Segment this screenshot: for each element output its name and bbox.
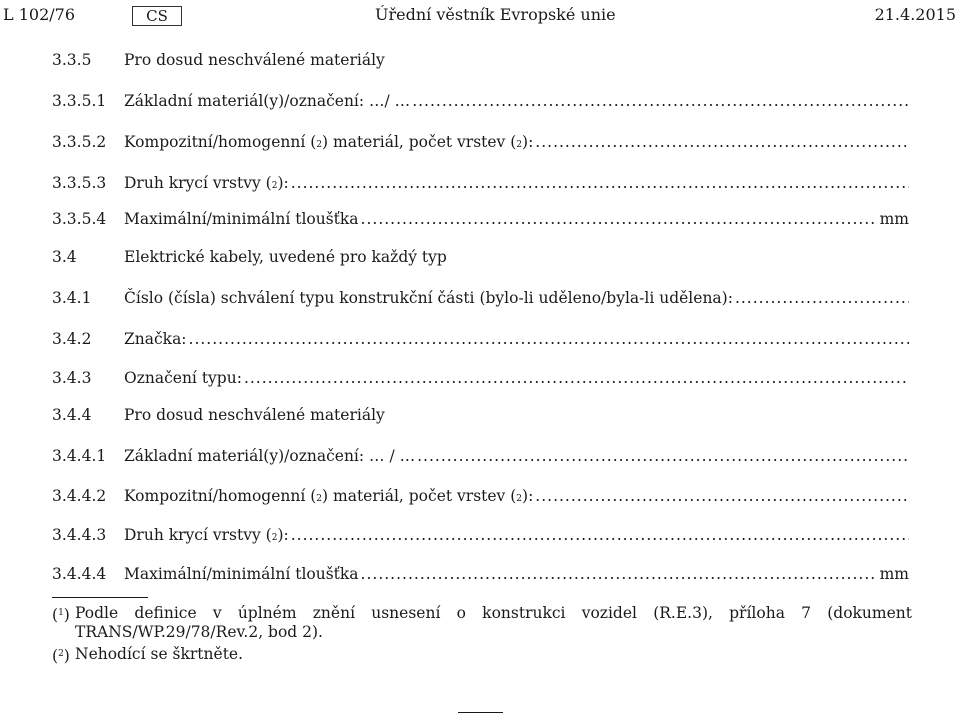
journal-title: Úřední věstník Evropské unie: [375, 5, 616, 24]
footnote-divider: [52, 597, 148, 598]
publication-date: 21.4.2015: [874, 5, 956, 24]
page-reference: L 102/76: [3, 5, 75, 24]
footnote-ref[interactable]: 2: [516, 140, 523, 150]
footnote: [52, 604, 912, 644]
item-row: [0, 131, 959, 153]
footnote-text: Nehodící se škrtněte.: [75, 645, 244, 663]
item-number: 3.4.4.4: [52, 565, 107, 583]
end-rule: [458, 712, 503, 713]
dot-leader: [189, 328, 909, 350]
footnote: [52, 645, 912, 665]
item-text: Značka: .....: [124, 328, 909, 350]
footnote-ref[interactable]: 2: [271, 181, 278, 191]
item-text: Základní materiál(y)/označení: …/ … .....: [124, 90, 909, 112]
dot-leader: [417, 445, 909, 467]
item-number: 3.3.5.1: [52, 92, 107, 110]
item-text: Maximální/minimální tloušťka ..... mm: [124, 208, 909, 230]
item-text: Základní materiál(y)/označení: … / … .....: [124, 445, 909, 467]
dot-leader: [244, 367, 909, 389]
item-row: [0, 90, 959, 112]
item-row: [0, 246, 959, 268]
unit-label: mm: [879, 565, 909, 583]
item-number: 3.4.4.2: [52, 487, 107, 505]
dot-leader: [535, 131, 909, 153]
item-number: 3.4.2: [52, 330, 92, 348]
item-text: Označení typu: .....: [124, 367, 909, 389]
item-row: [0, 49, 959, 71]
item-text: Pro dosud neschválené materiály: [124, 51, 385, 69]
item-number: 3.4.3: [52, 369, 92, 387]
item-text: Elektrické kabely, uvedené pro každý typ: [124, 248, 447, 266]
dot-leader: [291, 524, 909, 546]
item-row: [0, 563, 959, 585]
item-row: [0, 367, 959, 389]
item-text: Maximální/minimální tloušťka ..... mm: [124, 563, 909, 585]
dot-leader: [361, 208, 874, 230]
item-row: [0, 524, 959, 546]
footnote-ref[interactable]: 2: [316, 140, 323, 150]
item-row: [0, 485, 959, 507]
dot-leader: [535, 485, 909, 507]
page-header: [0, 5, 959, 27]
dot-leader: [412, 90, 909, 112]
item-number: 3.4.1: [52, 289, 92, 307]
item-text: Pro dosud neschválené materiály: [124, 406, 385, 424]
item-text: Číslo (čísla) schválení typu konstrukční části (bylo-li uděleno/byla-li udělena): .....: [124, 287, 909, 309]
item-number: 3.3.5.3: [52, 174, 107, 192]
dot-leader: [361, 563, 874, 585]
item-number: 3.4.4.1: [52, 447, 107, 465]
item-number: 3.4.4: [52, 406, 92, 424]
item-number: 3.4.4.3: [52, 526, 107, 544]
item-text: Druh krycí vrstvy ( 2 ): .....: [124, 524, 909, 549]
footnote-ref[interactable]: 2: [271, 533, 278, 543]
item-row: [0, 208, 959, 230]
footnote-text: Podle definice v úplném znění usnesení o konstrukci vozidel (R.E.3), příloha 7 (dokument TRANS/WP.29/78/Rev.2, bod 2).: [75, 604, 912, 641]
item-row: [0, 445, 959, 467]
item-text: Druh krycí vrstvy ( 2 ): .....: [124, 172, 909, 197]
item-number: 3.3.5.4: [52, 210, 107, 228]
footnote-ref[interactable]: 2: [516, 494, 523, 504]
item-number: 3.4: [52, 248, 77, 266]
item-row: [0, 287, 959, 309]
footnote-mark: ($^2$): [52, 647, 70, 665]
item-number: 3.3.5: [52, 51, 92, 69]
language-code-box: CS: [132, 6, 182, 26]
dot-leader: [735, 287, 909, 309]
item-row: [0, 404, 959, 426]
item-row: [0, 172, 959, 194]
footnote-mark: ($^1$): [52, 606, 70, 624]
dot-leader: [291, 172, 909, 194]
item-number: 3.3.5.2: [52, 133, 107, 151]
item-text: Kompozitní/homogenní ( 2 ) materiál, počet vrstev ( 2 ): .....: [124, 485, 909, 510]
footnote-ref[interactable]: 2: [316, 494, 323, 504]
item-text: Kompozitní/homogenní ( 2 ) materiál, počet vrstev ( 2 ): .....: [124, 131, 909, 156]
unit-label: mm: [879, 210, 909, 228]
item-row: [0, 328, 959, 350]
